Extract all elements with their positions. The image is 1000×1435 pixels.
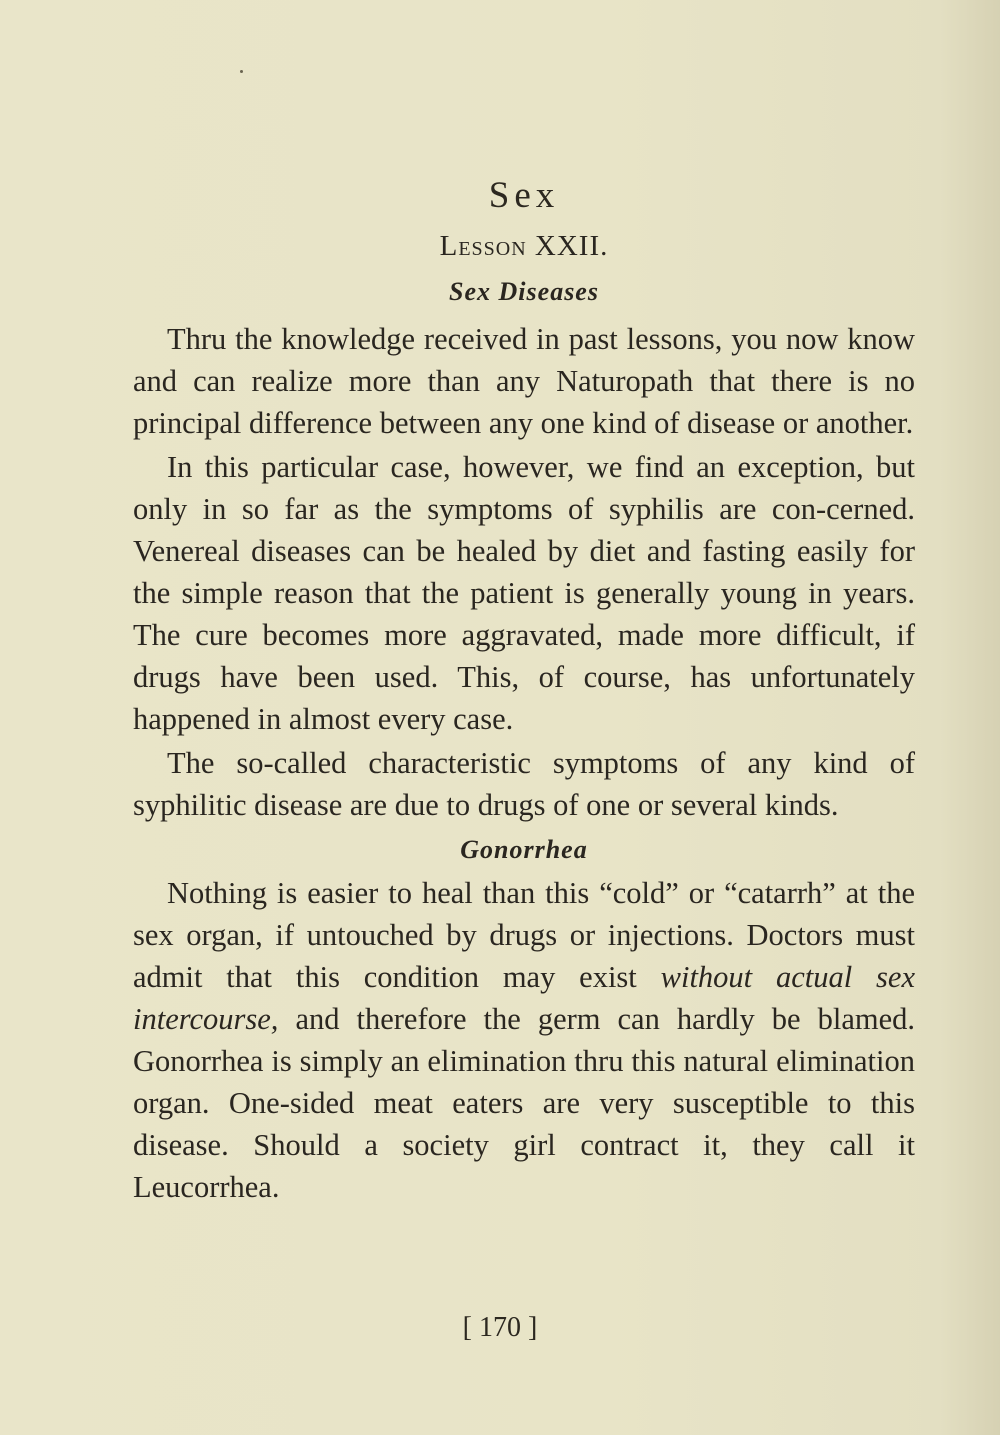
gonorrhea-text-end: and therefore the germ can hardly be blamed. Gonorrhea is simply an elimination thru this natural elimination organ. One-sided meat eaters are very susceptible to this disease. Should a society girl contract it, they call it Leucorrhea. <box>133 1002 915 1204</box>
paragraph: In this particular case, however, we find an exception, but only in so far as the symptoms of syphilis are con-cerned. Venereal diseases can be healed by diet and fasting easily for the simple reason that the patient is generally young in years. The cure becomes more aggravated, made more difficult, if drugs have been used. This, of course, has unfortunately happened in almost every case. <box>133 450 915 736</box>
gonorrhea-paragraph <box>133 872 915 1208</box>
text-column <box>133 168 915 1208</box>
lesson-title: Lesson XXII. <box>439 230 609 262</box>
running-head: Sex <box>488 175 560 216</box>
subsection-title: Gonorrhea <box>460 835 588 864</box>
page-number: [ 170 ] <box>462 1312 538 1343</box>
paragraph: The so-called characteristic symptoms of any kind of syphilitic disease are due to drugs of one or several kinds. <box>133 746 915 822</box>
paper-speck <box>240 70 243 73</box>
gonorrhea-emphasis: without actual sex intercourse, <box>133 960 915 1036</box>
paragraph: Thru the knowledge received in past lessons, you now know and can realize more than any Naturopath that there is no principal difference between any one kind of disease or another. <box>133 322 915 440</box>
gonorrhea-text-start: Nothing is easier to heal than this “cold” or “catarrh” at the sex organ, if untouched by drugs or injections. Doctors must admit that this condition may exist <box>133 876 915 994</box>
section-title: Sex Diseases <box>449 277 599 306</box>
